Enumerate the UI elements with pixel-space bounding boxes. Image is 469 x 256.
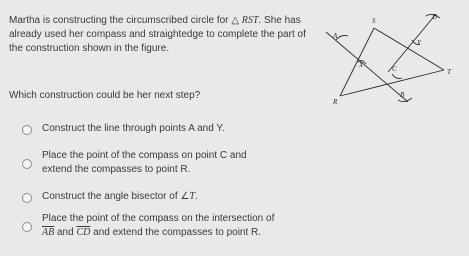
segment-cd-label: $\overline{CD}$ [76, 227, 91, 238]
segment-ab-label: $\overline{AB}$ [42, 227, 55, 238]
triangle-symbol: △ [231, 15, 240, 26]
label-c: C [392, 65, 397, 73]
label-y: Y [417, 39, 421, 47]
label-b: B [400, 91, 405, 99]
option-1[interactable] [22, 122, 302, 136]
question-rest: . She has already used her compass and straightedge to complete the part of the construction shown in the figure. [9, 15, 306, 54]
option-4-mid: and [54, 227, 77, 238]
option-3-pre: Construct the angle bisector of [42, 191, 178, 202]
option-2[interactable] [22, 149, 302, 177]
arc-a [336, 36, 348, 41]
option-2-radio[interactable] [22, 159, 32, 169]
construction-figure [318, 4, 466, 112]
option-2-text [42, 149, 302, 177]
option-4-text [42, 212, 302, 240]
option-1-label: Construct the line through points A and Y. [42, 123, 225, 134]
option-3-radio[interactable] [22, 193, 32, 203]
option-3-post: . [194, 191, 198, 202]
option-4[interactable] [22, 212, 302, 240]
bisector-cd [388, 14, 436, 72]
label-r: R [333, 98, 338, 106]
arc-c [392, 74, 402, 79]
option-3[interactable] [22, 190, 302, 204]
label-t: T [447, 68, 451, 76]
segment-rt [340, 70, 444, 96]
label-a: A [333, 32, 338, 40]
triangle-name: RST [241, 15, 259, 26]
prompt-text: Which construction could be her next step? [9, 90, 201, 101]
option-4-radio[interactable] [22, 222, 32, 232]
label-d: D [432, 13, 438, 21]
label-s: S [372, 17, 376, 25]
option-3-text [42, 190, 302, 204]
label-x: X [359, 61, 364, 69]
segment-rs [340, 28, 374, 96]
option-2-line2: extend the compasses to point R. [42, 164, 191, 175]
option-2-line1: Place the point of the compass on point C and [42, 150, 247, 161]
angle-var: T [189, 191, 195, 202]
option-1-radio[interactable] [22, 125, 32, 135]
option-4-line1: Place the point of the compass on the intersection of [42, 213, 275, 224]
segment-st [374, 28, 444, 70]
option-4-tail: and extend the compasses to point R. [90, 227, 262, 238]
question-intro: Martha is constructing the circumscribed circle for [9, 15, 229, 26]
angle-symbol: ∠ [180, 191, 190, 202]
question-text [9, 14, 309, 56]
